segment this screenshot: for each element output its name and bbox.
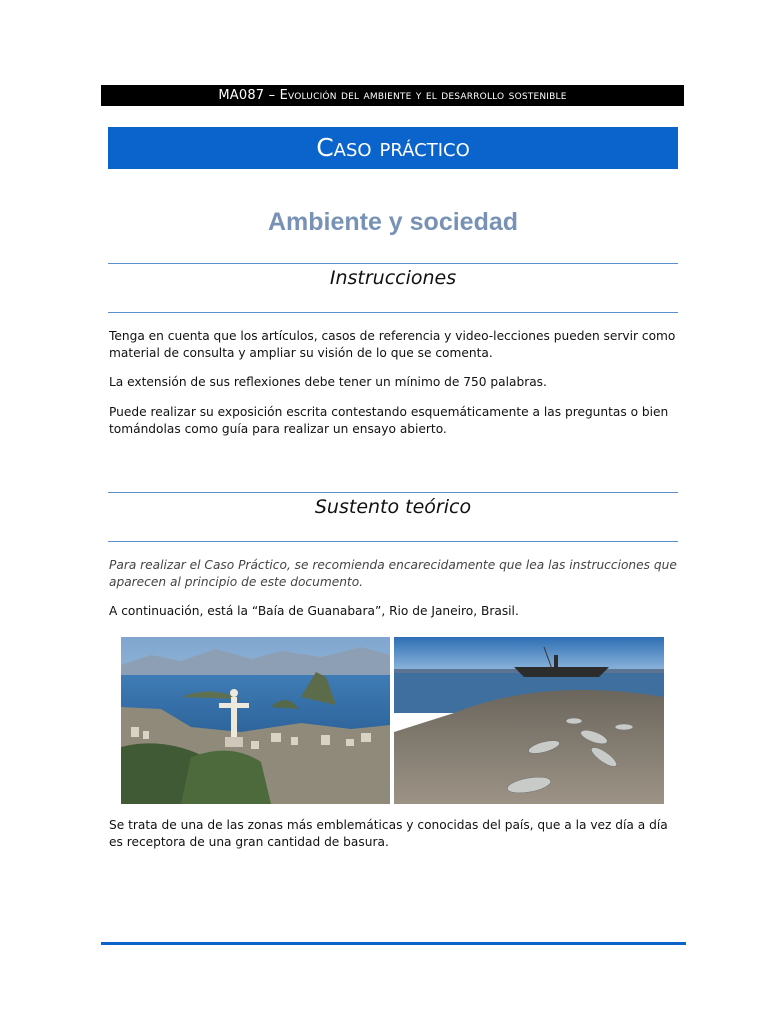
instructions-paragraph: Puede realizar su exposición escrita contestando esquemáticamente a las preguntas o bien tomándolas como guía para realizar un ensayo abierto. — [109, 405, 669, 436]
divider — [108, 541, 678, 542]
course-title-bar: MA087 – Evolución del ambiente y el desarrollo sostenible — [101, 85, 684, 106]
theory-heading: Sustento teórico — [314, 496, 472, 518]
rio-bay-photo — [121, 637, 390, 804]
divider — [108, 263, 678, 264]
footer-rule — [101, 942, 686, 945]
polluted-beach-photo — [394, 637, 664, 804]
theory-intro: A continuación, está la “Baía de Guanabara”, Rio de Janeiro, Brasil. — [109, 604, 519, 618]
instructions-paragraph: La extensión de sus reflexiones debe tener un mínimo de 750 palabras. — [109, 375, 547, 389]
divider — [108, 312, 678, 313]
document-title: Ambiente y sociedad — [267, 208, 519, 236]
theory-closing: Se trata de una de las zonas más emblemáticas y conocidas del país, que a la vez día a día es receptora de una gran cantidad de basura. — [109, 818, 668, 849]
instructions-paragraph: Tenga en cuenta que los artículos, casos de referencia y video-lecciones pueden servir como material de consulta y ampliar su visión de lo que se comenta. — [109, 329, 676, 360]
case-banner: Caso práctico — [108, 127, 678, 169]
divider — [108, 492, 678, 493]
theory-note: Para realizar el Caso Práctico, se recomienda encarecidamente que lea las instrucciones que aparecen al principio de este documento. — [109, 558, 677, 589]
instructions-heading: Instrucciones — [329, 267, 457, 289]
